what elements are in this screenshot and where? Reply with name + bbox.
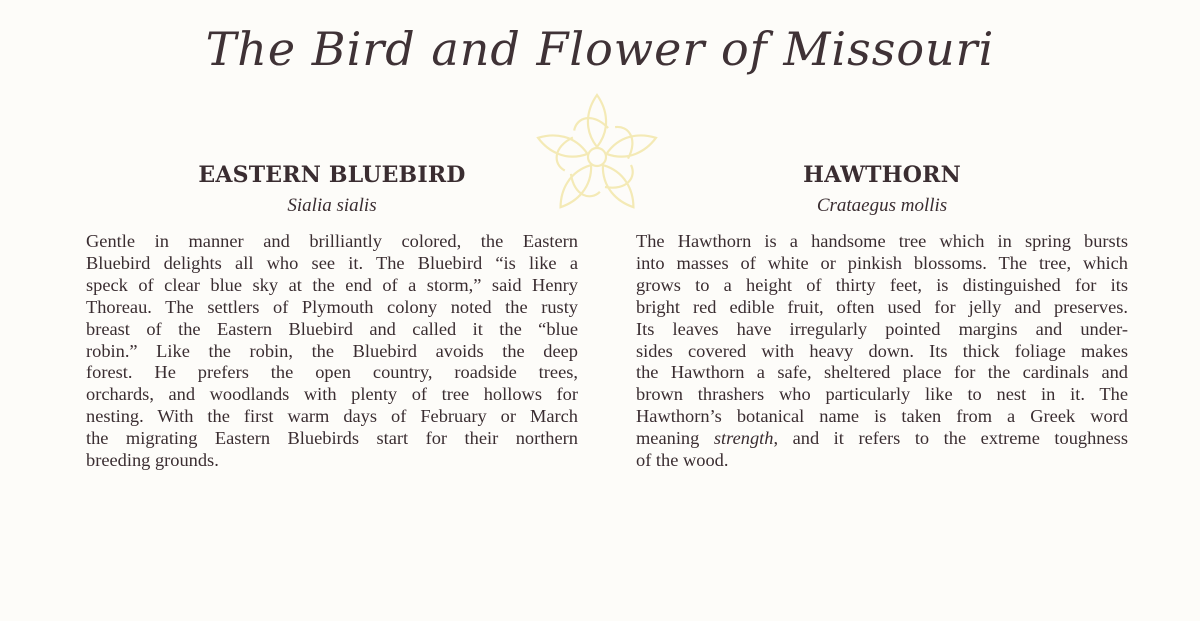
flower-text-line: The Hawthorn is a handsome tree which in spring bursts <box>636 231 1128 251</box>
line-suffix: , and it refers to the extreme toughness <box>773 428 1128 449</box>
line-prefix: meaning <box>636 428 714 449</box>
emphasized-word: strength <box>713 428 774 449</box>
bird-text-line: forest. He prefers the open country, roadside trees, <box>86 362 578 383</box>
bird-text-line: robin.” Like the robin, the Bluebird avoids the deep <box>86 340 578 361</box>
page-title: The Bird and Flower of Missouri <box>205 22 995 76</box>
flower-text-line: Hawthorn’s botanical name is taken from a Greek word <box>636 406 1128 427</box>
bird-text-line: nesting. With the first warm days of February or March <box>86 406 578 427</box>
flower-text-line: sides covered with heavy down. Its thick foliage makes <box>636 340 1128 361</box>
bird-text-line: Gentle in manner and brilliantly colored, the Eastern <box>86 231 578 251</box>
bird-description <box>86 231 578 472</box>
bird-scientific-name: Sialia sialis <box>287 195 377 216</box>
flower-text-line: into masses of white or pinkish blossoms. The tree, which <box>636 252 1128 273</box>
bird-text-line: Thoreau. The settlers of Plymouth colony noted the rusty <box>86 296 578 317</box>
flower-text-line: grows to a height of thirty feet, is distinguished for its <box>636 274 1128 295</box>
bird-heading: EASTERN BLUEBIRD <box>198 162 466 188</box>
bird-text-line: breeding grounds. <box>86 450 219 471</box>
flower-text-line: Its leaves have irregularly pointed margins and under- <box>636 318 1128 339</box>
bird-text-line: speck of clear blue sky at the end of a storm,” said Henry <box>86 274 578 295</box>
bird-text-line: breast of the Eastern Bluebird and called it the “blue <box>86 318 578 339</box>
bird-text-line: orchards, and woodlands with plenty of tree hollows for <box>86 384 578 405</box>
flower-text-line-emphasis <box>636 428 1128 450</box>
flower-text-line: bright red edible fruit, often used for jelly and preserves. <box>636 296 1128 317</box>
bird-text-line: the migrating Eastern Bluebirds start for their northern <box>86 428 578 449</box>
bird-section <box>86 162 578 472</box>
flower-text-line: the Hawthorn a safe, sheltered place for the cardinals and <box>636 362 1128 383</box>
flower-text-line: brown thrashers who particularly like to nest in it. The <box>636 384 1128 405</box>
bird-text-line: Bluebird delights all who see it. The Bluebird “is like a <box>86 252 578 273</box>
flower-section <box>636 162 1128 472</box>
flower-text-line: of the wood. <box>636 450 729 471</box>
flower-description <box>636 231 1128 472</box>
flower-scientific-name: Crataegus mollis <box>816 195 948 216</box>
flower-heading: HAWTHORN <box>803 162 961 188</box>
